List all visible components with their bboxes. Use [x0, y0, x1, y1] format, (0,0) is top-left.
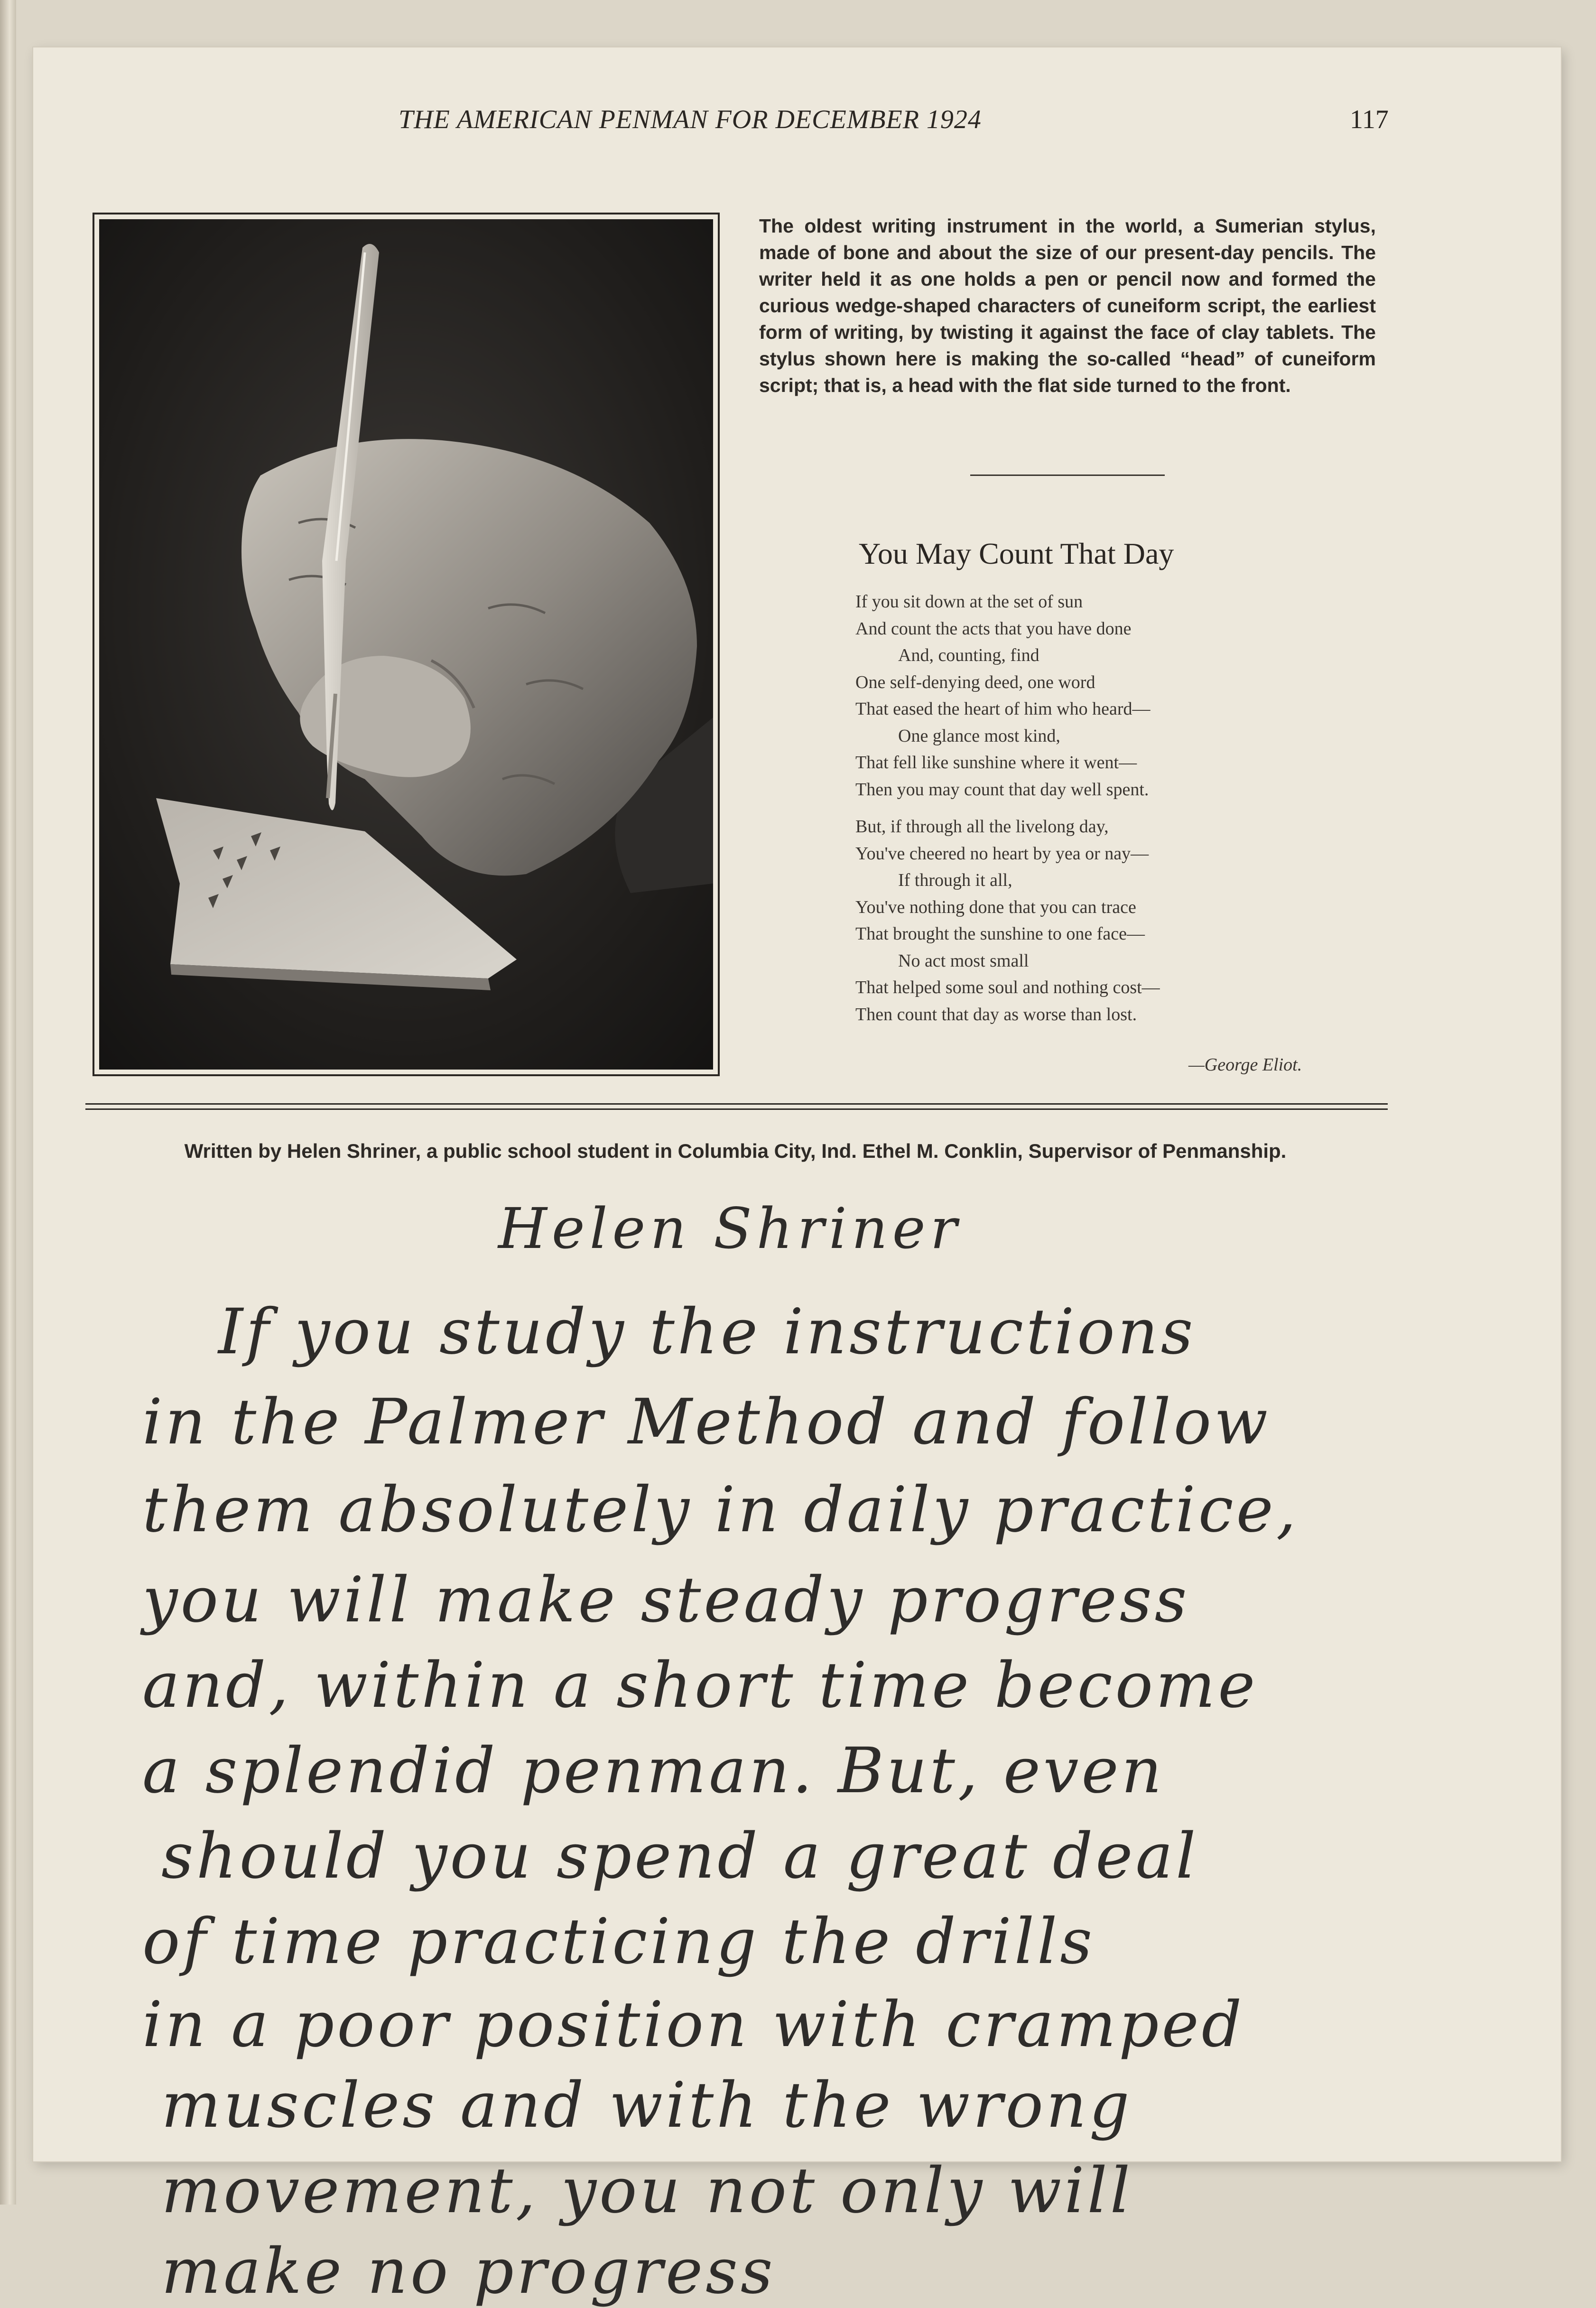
handwriting-line: make no progress	[161, 2235, 776, 2308]
handwriting-line: If you study the instructions	[218, 1295, 1196, 1368]
poem-line: That eased the heart of him who heard—	[855, 699, 1151, 719]
poem-line: Then you may count that day well spent.	[855, 779, 1149, 800]
handwriting-line: of time practicing the drills	[142, 1905, 1095, 1978]
handwritten-signature: Helen Shriner	[498, 1196, 962, 1261]
poem-line: You've nothing done that you can trace	[855, 897, 1136, 917]
double-rule-divider	[85, 1103, 1388, 1110]
handwriting-line: muscles and with the wrong	[161, 2069, 1132, 2142]
handwriting-line: in a poor position with cramped	[142, 1988, 1245, 2061]
page-number: 117	[1350, 105, 1389, 134]
poem-line: Then count that day as worse than lost.	[855, 1004, 1137, 1024]
poem-line: One glance most kind,	[898, 726, 1060, 746]
handwriting-line: you will make steady progress	[142, 1563, 1190, 1637]
photo-caption: The oldest writing instrument in the world, a Sumerian stylus, made of bone and about the size of our present-day pencils. The writer held it as one holds a pen or pencil now and formed the curious wedge-shaped characters of cuneiform script, the earliest form of writing, by twisting it against the face of clay tablets. The stylus shown here is making the so-called “head” of cuneiform script; that is, a head with the flat side turned to the front.	[759, 215, 1376, 396]
poem-line: You've cheered no heart by yea or nay—	[855, 843, 1149, 864]
handwriting-line: and, within a short time become	[142, 1649, 1258, 1722]
stylus-photograph	[93, 213, 720, 1076]
poem-line: But, if through all the livelong day,	[855, 817, 1109, 837]
poem-title: You May Count That Day	[859, 537, 1174, 570]
poem-line: That brought the sunshine to one face—	[855, 924, 1145, 944]
handwriting-line: movement, you not only will	[161, 2154, 1133, 2227]
poem-line: No act most small	[898, 950, 1029, 971]
poem-line: If you sit down at the set of sun	[855, 592, 1083, 612]
poem-line: And count the acts that you have done	[855, 618, 1132, 639]
handwriting-line: should you spend a great deal	[161, 1820, 1199, 1893]
poem-attribution: —George Eliot.	[1188, 1055, 1302, 1075]
poem-line: That helped some soul and nothing cost—	[855, 977, 1160, 997]
stanza-gap	[855, 803, 1377, 813]
hand-holding-stylus-illustration	[99, 219, 713, 1070]
page-binding-edge	[0, 0, 16, 2205]
poem-line: If through it all,	[898, 870, 1012, 890]
poem-body	[855, 588, 1377, 1028]
running-title: THE AMERICAN PENMAN FOR DECEMBER 1924	[399, 105, 982, 134]
poem-line: That fell like sunshine where it went—	[855, 753, 1137, 772]
handwriting-line: a splendid penman. But, even	[142, 1734, 1165, 1807]
handwriting-line: in the Palmer Method and follow	[142, 1386, 1271, 1459]
poem-line: And, counting, find	[898, 645, 1039, 665]
running-head	[0, 104, 1596, 142]
handwriting-line: them absolutely in daily practice,	[142, 1473, 1299, 1546]
section-divider	[970, 475, 1165, 476]
poem-line: One self-denying deed, one word	[855, 672, 1095, 692]
penmanship-byline: Written by Helen Shriner, a public school student in Columbia City, Ind. Ethel M. Conklin, Supervisor of Penmanship.	[184, 1140, 1287, 1162]
